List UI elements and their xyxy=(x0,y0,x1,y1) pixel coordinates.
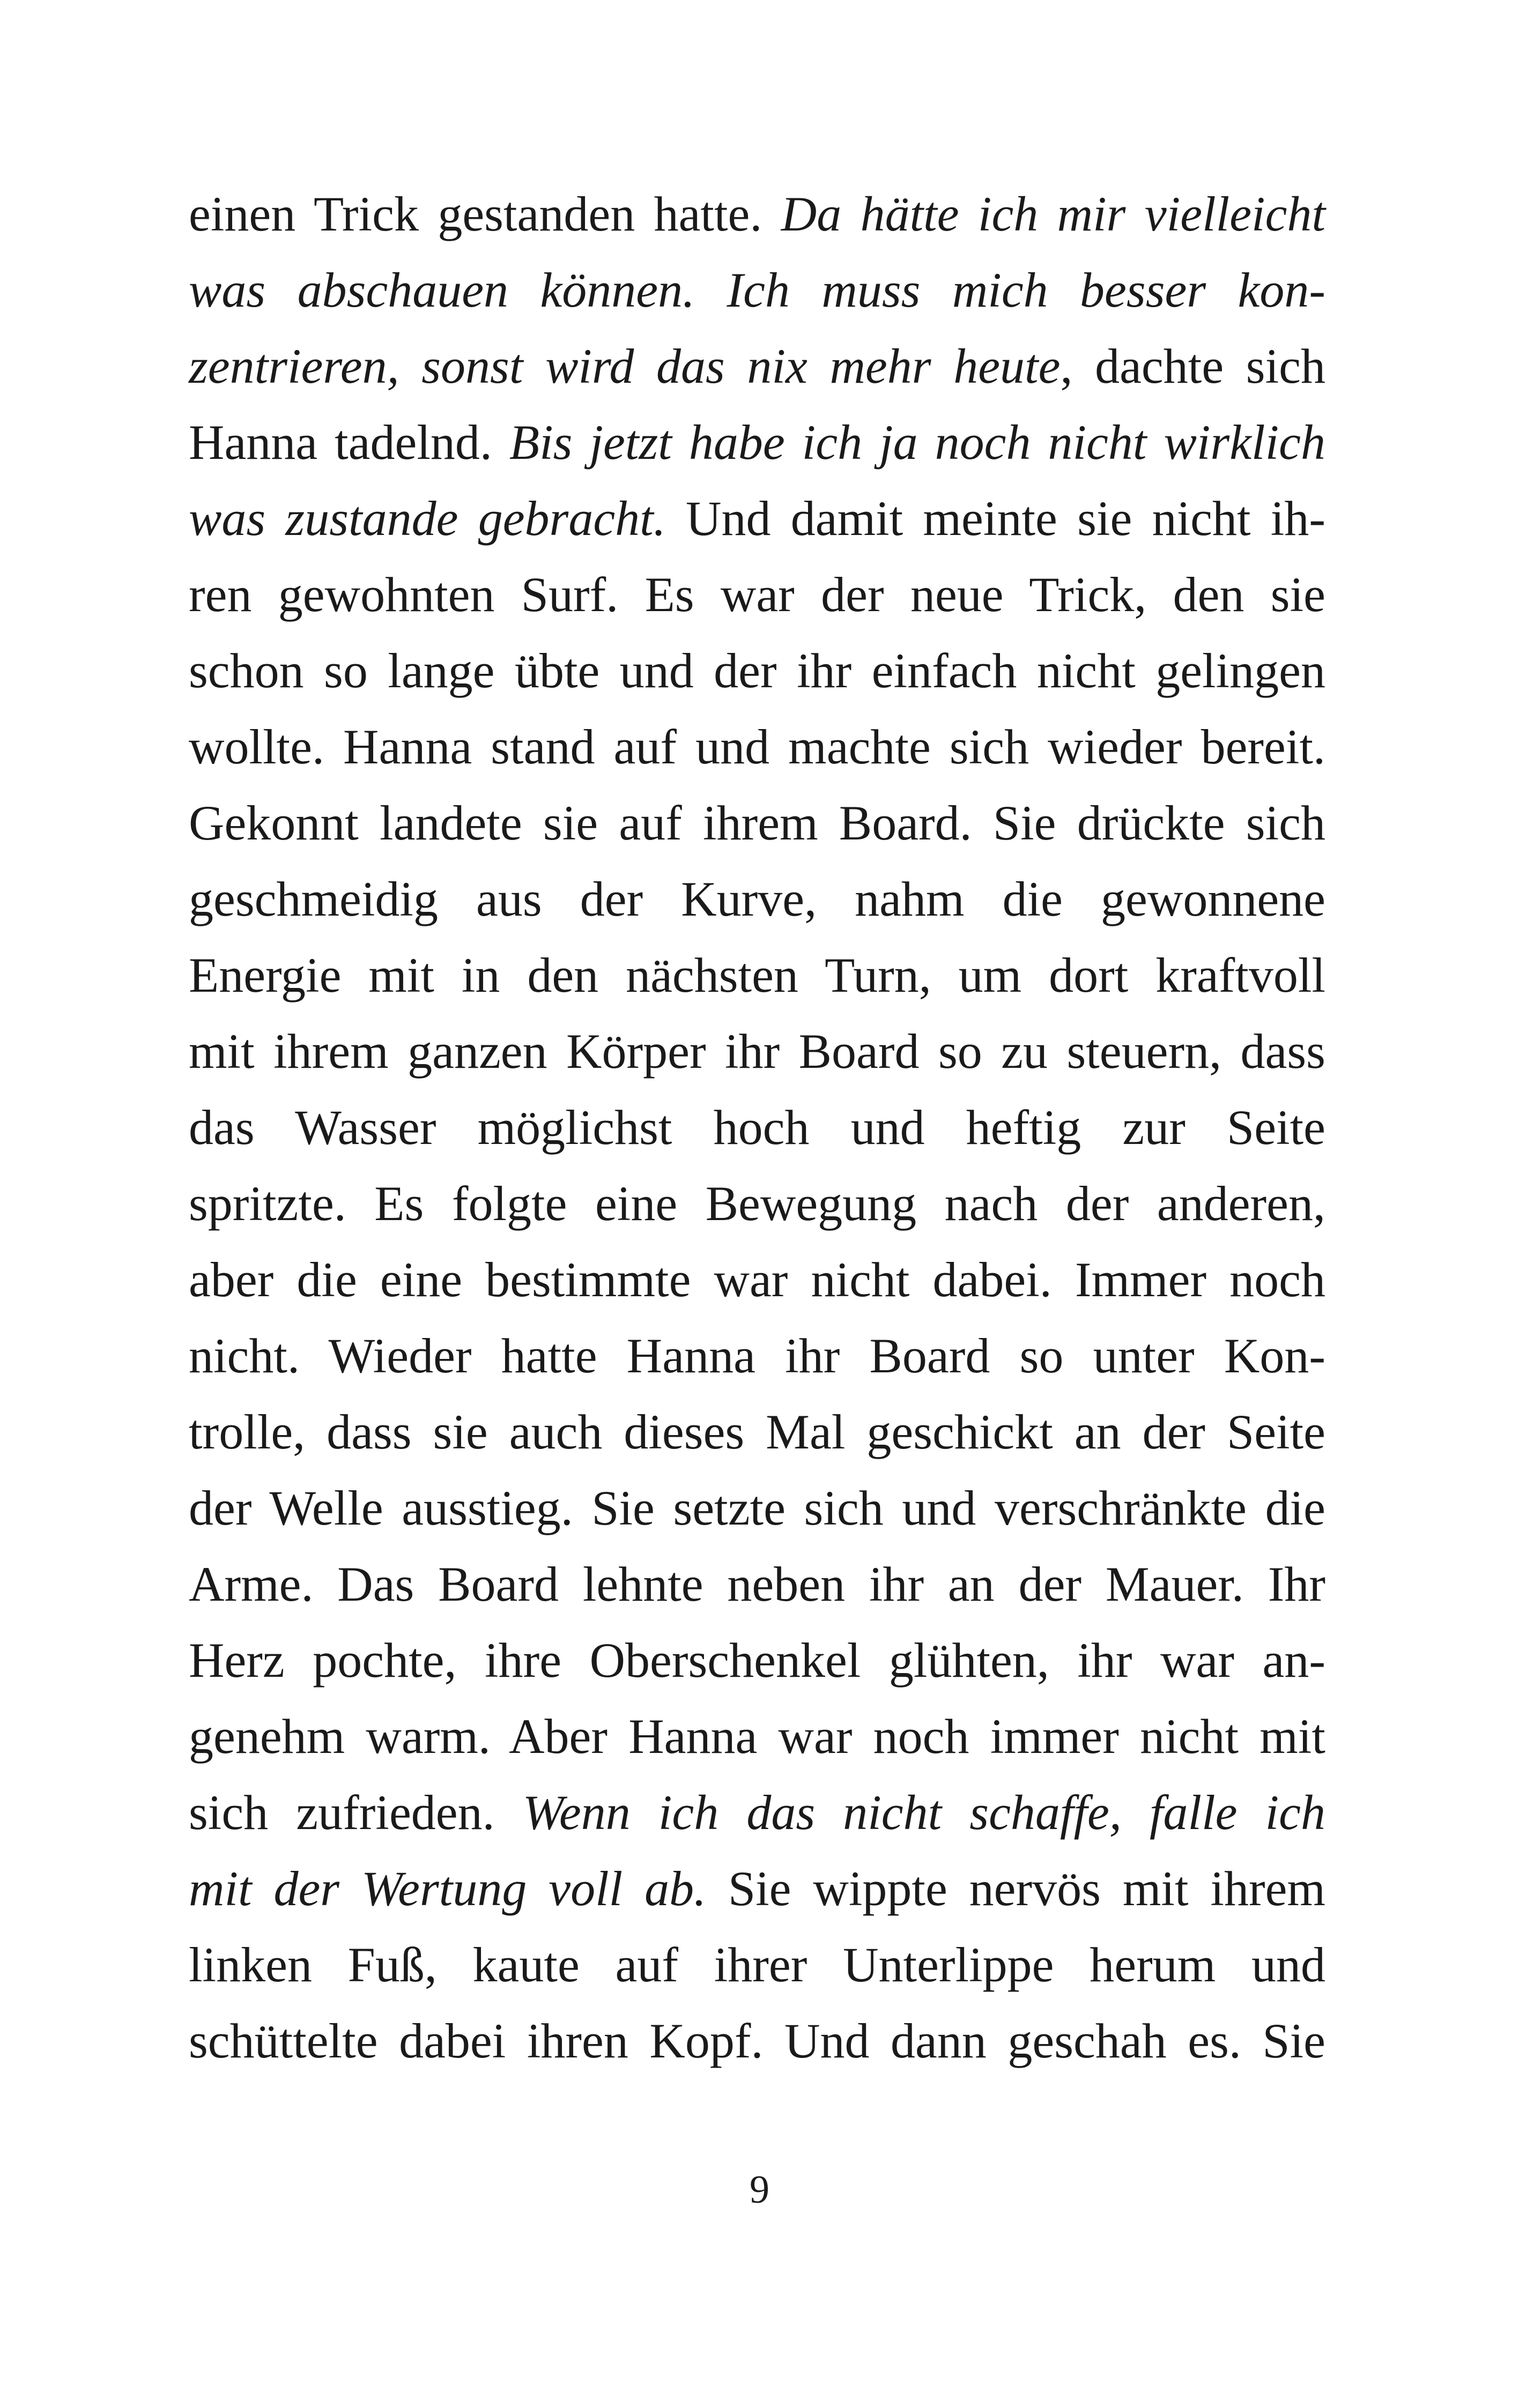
page-body-text xyxy=(189,176,1325,2079)
text-line xyxy=(189,1546,1325,1622)
text-line xyxy=(189,709,1325,785)
italic-thought-segment: was abschauen können. Ich muss mich besser kon- xyxy=(189,263,1325,317)
text-line xyxy=(189,1013,1325,1089)
text-line xyxy=(189,1927,1325,2003)
text-line xyxy=(189,1698,1325,1774)
text-segment: nicht. Wieder hatte Hanna ihr Board so unter Kon- xyxy=(189,1328,1325,1383)
text-segment: schüttelte dabei ihren Kopf. Und dann geschah es. Sie xyxy=(189,2013,1325,2068)
text-segment: sich zufrieden. xyxy=(189,1785,523,1840)
text-line xyxy=(189,556,1325,633)
text-segment: Energie mit in den nächsten Turn, um dort kraftvoll xyxy=(189,948,1325,1002)
text-segment: , dachte sich xyxy=(1060,339,1325,393)
text-line xyxy=(189,252,1325,328)
text-segment: wollte. Hanna stand auf und machte sich wieder bereit. xyxy=(189,719,1325,774)
text-line xyxy=(189,1470,1325,1546)
text-line xyxy=(189,480,1325,556)
text-line xyxy=(189,328,1325,404)
text-segment: schon so lange übte und der ihr einfach nicht gelingen xyxy=(189,643,1325,698)
page-number: 9 xyxy=(750,2168,769,2212)
text-line xyxy=(189,1622,1325,1698)
text-line xyxy=(189,176,1325,252)
text-segment: der Welle ausstieg. Sie setzte sich und verschränkte die xyxy=(189,1481,1325,1535)
text-segment: Herz pochte, ihre Oberschenkel glühten, ihr war an- xyxy=(189,1633,1325,1688)
text-line xyxy=(189,404,1325,480)
text-line xyxy=(189,1394,1325,1470)
text-segment: Gekonnt landete sie auf ihrem Board. Sie drückte sich xyxy=(189,796,1325,850)
italic-thought-segment: Bis jetzt habe ich ja noch nicht wirklich xyxy=(509,415,1325,470)
text-line xyxy=(189,861,1325,937)
text-segment: das Wasser möglichst hoch und heftig zur Seite xyxy=(189,1100,1325,1155)
italic-thought-segment: zentrieren, sonst wird das nix mehr heute xyxy=(189,339,1061,393)
text-segment: einen Trick gestanden hatte. xyxy=(189,187,781,241)
text-segment: Arme. Das Board lehnte neben ihr an der Mauer. Ihr xyxy=(189,1557,1325,1611)
text-line xyxy=(189,2003,1325,2079)
text-segment: genehm warm. Aber Hanna war noch immer nicht mit xyxy=(189,1709,1325,1764)
text-line xyxy=(189,937,1325,1013)
italic-thought-segment: Da hätte ich mir vielleicht xyxy=(781,187,1326,241)
italic-thought-segment: was zustande gebracht. xyxy=(189,491,666,546)
text-segment: ren gewohnten Surf. Es war der neue Trick, den sie xyxy=(189,567,1325,622)
text-segment: Und damit meinte sie nicht ih- xyxy=(665,491,1325,546)
text-line xyxy=(189,1089,1325,1165)
text-segment: Hanna tadelnd. xyxy=(189,415,509,470)
text-line xyxy=(189,633,1325,709)
text-segment: geschmeidig aus der Kurve, nahm die gewonnene xyxy=(189,872,1325,926)
text-line xyxy=(189,1774,1325,1850)
text-line xyxy=(189,1165,1325,1242)
text-line xyxy=(189,1850,1325,1927)
text-segment: Sie wippte nervös mit ihrem xyxy=(706,1861,1325,1916)
text-segment: linken Fuß, kaute auf ihrer Unterlippe herum und xyxy=(189,1937,1325,1992)
italic-thought-segment: Wenn ich das nicht schaffe, falle ich xyxy=(522,1785,1325,1840)
text-segment: mit ihrem ganzen Körper ihr Board so zu steuern, dass xyxy=(189,1024,1325,1079)
text-segment: aber die eine bestimmte war nicht dabei. Immer noch xyxy=(189,1252,1325,1307)
italic-thought-segment: mit der Wertung voll ab. xyxy=(189,1861,707,1916)
text-line xyxy=(189,1318,1325,1394)
text-segment: trolle, dass sie auch dieses Mal geschickt an der Seite xyxy=(189,1404,1325,1459)
text-line xyxy=(189,785,1325,861)
text-segment: spritzte. Es folgte eine Bewegung nach der anderen, xyxy=(189,1176,1325,1231)
text-line xyxy=(189,1242,1325,1318)
